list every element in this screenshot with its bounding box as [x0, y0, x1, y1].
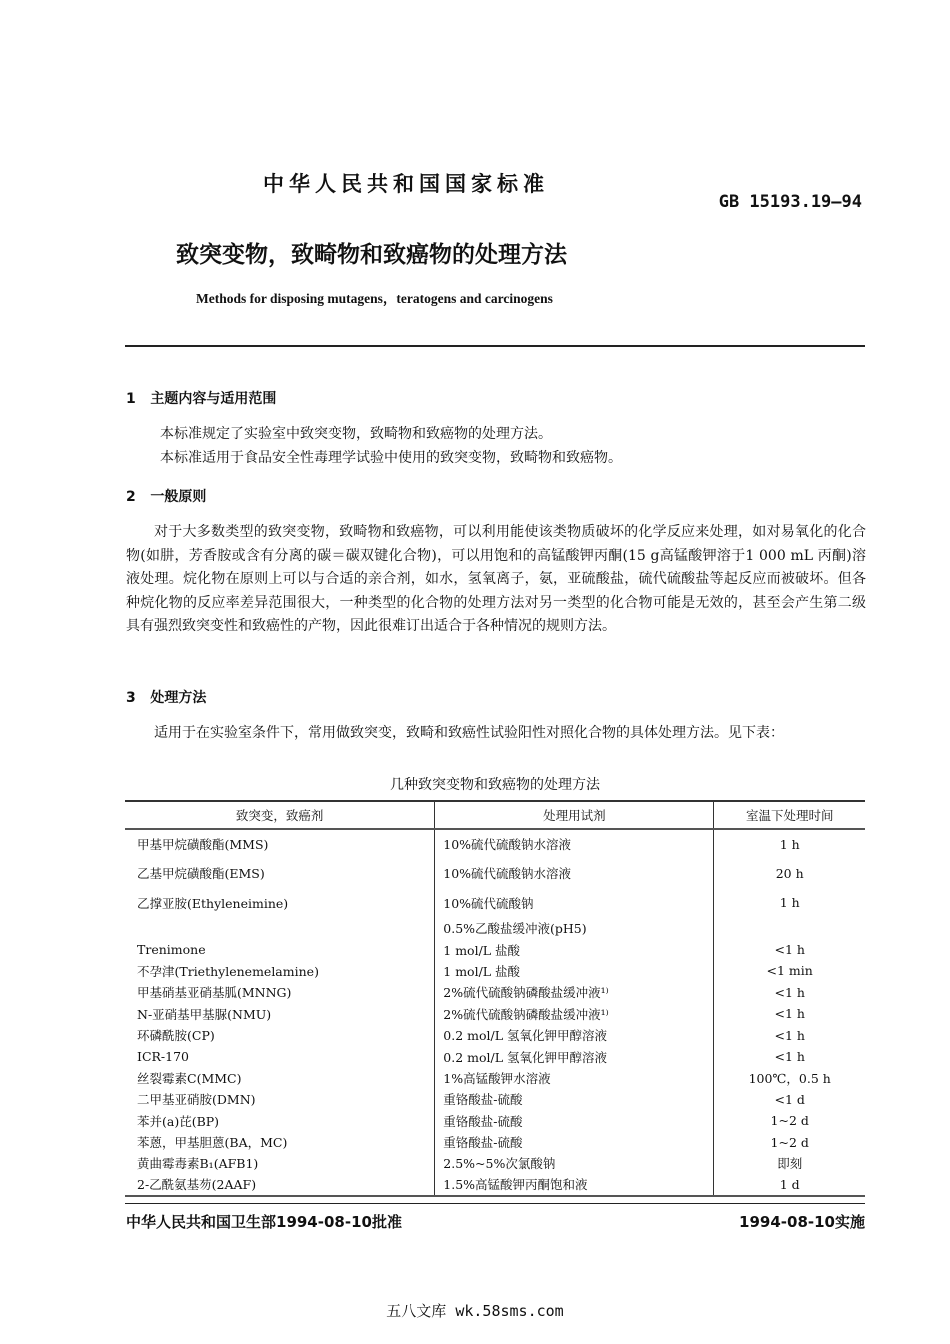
cell-reagent: 1%高锰酸钾水溶液 [435, 1067, 714, 1088]
cell-time: 1 d [714, 1174, 865, 1195]
cell-reagent: 0.2 mol/L 氢氧化钾甲醇溶液 [435, 1024, 714, 1045]
header-time: 室温下处理时间 [714, 801, 865, 829]
cell-reagent: 10%硫代硫酸钠 [435, 888, 714, 918]
cell-reagent: 重铬酸盐-硫酸 [435, 1110, 714, 1131]
header-reagent: 处理用试剂 [435, 801, 714, 829]
cell-time: <1 min [766, 963, 813, 979]
effective-date: 1994-08-10实施 [739, 1213, 865, 1231]
cell-reagent: 2%硫代硫酸钠磷酸盐缓冲液¹⁾ [435, 1003, 714, 1024]
table-row [125, 859, 865, 889]
section-2-para: 对于大多数类型的致突变物，致畸物和致癌物，可以利用能使该类物质破坏的化学反应来处理，如对易氧化的化合物(如肼，芳香胺或含有分离的碳＝碳双键化合物)，可以用饱和的高锰酸钾丙酮(15 g高锰酸钾溶于1 000 mL 丙酮)溶液处理。烷化物在原则上可以与合适的亲合剂，如水，氢氧离子，氨，亚硫酸盐，硫代硫酸盐等起反应而被破坏。但各种烷化物的反应率差异范围很大，一种类型的化合物的处理方法对另一类型的化合物可能是无效的，甚至会产生第二级具有强烈致突变性和致癌性的产物，因此很难订出适合于各种情况的规则方法。 [126, 524, 866, 634]
cell-time: <1 h [774, 984, 805, 1000]
document-title: 致突变物，致畸物和致癌物的处理方法 [176, 242, 567, 268]
cell-time: 20 h [775, 865, 804, 881]
cell-agent [125, 918, 435, 939]
cell-reagent: 0.2 mol/L 氢氧化钾甲醇溶液 [435, 1046, 714, 1067]
section-1-heading: 1 主题内容与适用范围 [126, 391, 277, 407]
cell-reagent: 10%硫代硫酸钠水溶液 [435, 829, 714, 859]
cell-time: 即刻 [777, 1156, 803, 1172]
cell-reagent: 2%硫代硫酸钠磷酸盐缓冲液¹⁾ [435, 982, 714, 1003]
cell-agent: 环磷酰胺(CP) [137, 1028, 215, 1044]
cell-time: 1 h [779, 836, 800, 852]
cell-time [714, 918, 865, 939]
cell-reagent: 2.5%~5%次氯酸钠 [435, 1153, 714, 1174]
cell-reagent: 1 mol/L 盐酸 [435, 960, 714, 981]
document-title-en: Methods for disposing mutagens，teratogens and carcinogens [196, 291, 553, 306]
table-row [125, 1174, 865, 1195]
cell-reagent: 1.5%高锰酸钾丙酮饱和液 [435, 1174, 714, 1195]
cell-reagent: 重铬酸盐-硫酸 [435, 1089, 714, 1110]
cell-agent: 甲基硝基亚硝基胍(MNNG) [137, 985, 292, 1001]
table-row [125, 888, 865, 918]
table-row [125, 939, 865, 960]
section-1-para-1: 本标准规定了实验室中致突变物，致畸物和致癌物的处理方法。 [160, 426, 552, 442]
cell-time: <1 h [774, 1049, 805, 1065]
table-row [125, 960, 865, 981]
watermark: 五八文库 wk.58sms.com [386, 1302, 564, 1320]
standard-code: GB 15193.19—94 [718, 192, 862, 212]
cell-time: <1 h [774, 1027, 805, 1043]
table-row [125, 829, 865, 859]
table-row [125, 1153, 865, 1174]
cell-agent: 苯蒽，甲基胆蒽(BA，MC) [137, 1135, 288, 1151]
cell-agent: ICR-170 [137, 1049, 189, 1065]
cell-reagent: 重铬酸盐-硫酸 [435, 1131, 714, 1152]
standard-label: 中华人民共和国国家标准 [263, 172, 549, 196]
cell-time: <1 d [774, 1091, 805, 1107]
table-row [125, 1110, 865, 1131]
section-1-para-2: 本标准适用于食品安全性毒理学试验中使用的致突变物，致畸物和致癌物。 [160, 450, 622, 466]
approval-date: 中华人民共和国卫生部1994-08-10批准 [126, 1213, 402, 1231]
table-row [125, 918, 865, 939]
section-3-para: 适用于在实验室条件下，常用做致突变，致畸和致癌性试验阳性对照化合物的具体处理方法。见下表： [154, 725, 784, 741]
cell-time: 1~2 d [770, 1134, 809, 1150]
cell-time: <1 h [774, 1006, 805, 1022]
header-divider [125, 345, 865, 347]
table-row [125, 1067, 865, 1088]
section-2-heading: 2 一般原则 [126, 489, 207, 505]
cell-time: 100℃，0.5 h [748, 1070, 831, 1086]
table-row [125, 982, 865, 1003]
cell-agent: 乙基甲烷磺酸酯(EMS) [137, 866, 265, 882]
cell-agent: 二甲基亚硝胺(DMN) [137, 1092, 256, 1108]
cell-reagent: 10%硫代硫酸钠水溶液 [435, 859, 714, 889]
table-row [125, 1003, 865, 1024]
cell-agent: 黄曲霉毒素B₁(AFB1) [137, 1156, 259, 1172]
cell-time: 1 h [779, 895, 800, 911]
header-agent: 致突变，致癌剂 [125, 801, 435, 829]
table-row [125, 1024, 865, 1045]
cell-agent: Trenimone [137, 942, 206, 958]
cell-agent: 甲基甲烷磺酸酯(MMS) [137, 837, 269, 853]
cell-agent: 不孕津(Triethylenemelamine) [137, 963, 319, 979]
table-row [125, 1046, 865, 1067]
footer-divider [125, 1203, 865, 1204]
cell-time: 1~2 d [770, 1113, 809, 1129]
cell-agent: 丝裂霉素C(MMC) [137, 1070, 242, 1086]
cell-agent: 2-乙酰氨基芴(2AAF) [125, 1174, 435, 1195]
cell-time: <1 h [774, 942, 805, 958]
cell-agent: 乙撑亚胺(Ethyleneimine) [137, 895, 289, 911]
cell-agent: 苯并(a)芘(BP) [137, 1113, 220, 1129]
cell-reagent: 1 mol/L 盐酸 [435, 939, 714, 960]
table-row [125, 1131, 865, 1152]
cell-agent: N-亚硝基甲基脲(NMU) [137, 1006, 272, 1022]
treatment-table [125, 800, 865, 1197]
table-row [125, 1089, 865, 1110]
table-caption: 几种致突变物和致癌物的处理方法 [390, 777, 600, 793]
cell-reagent: 0.5%乙酸盐缓冲液(pH5) [435, 918, 714, 939]
section-3-heading: 3 处理方法 [126, 690, 207, 706]
